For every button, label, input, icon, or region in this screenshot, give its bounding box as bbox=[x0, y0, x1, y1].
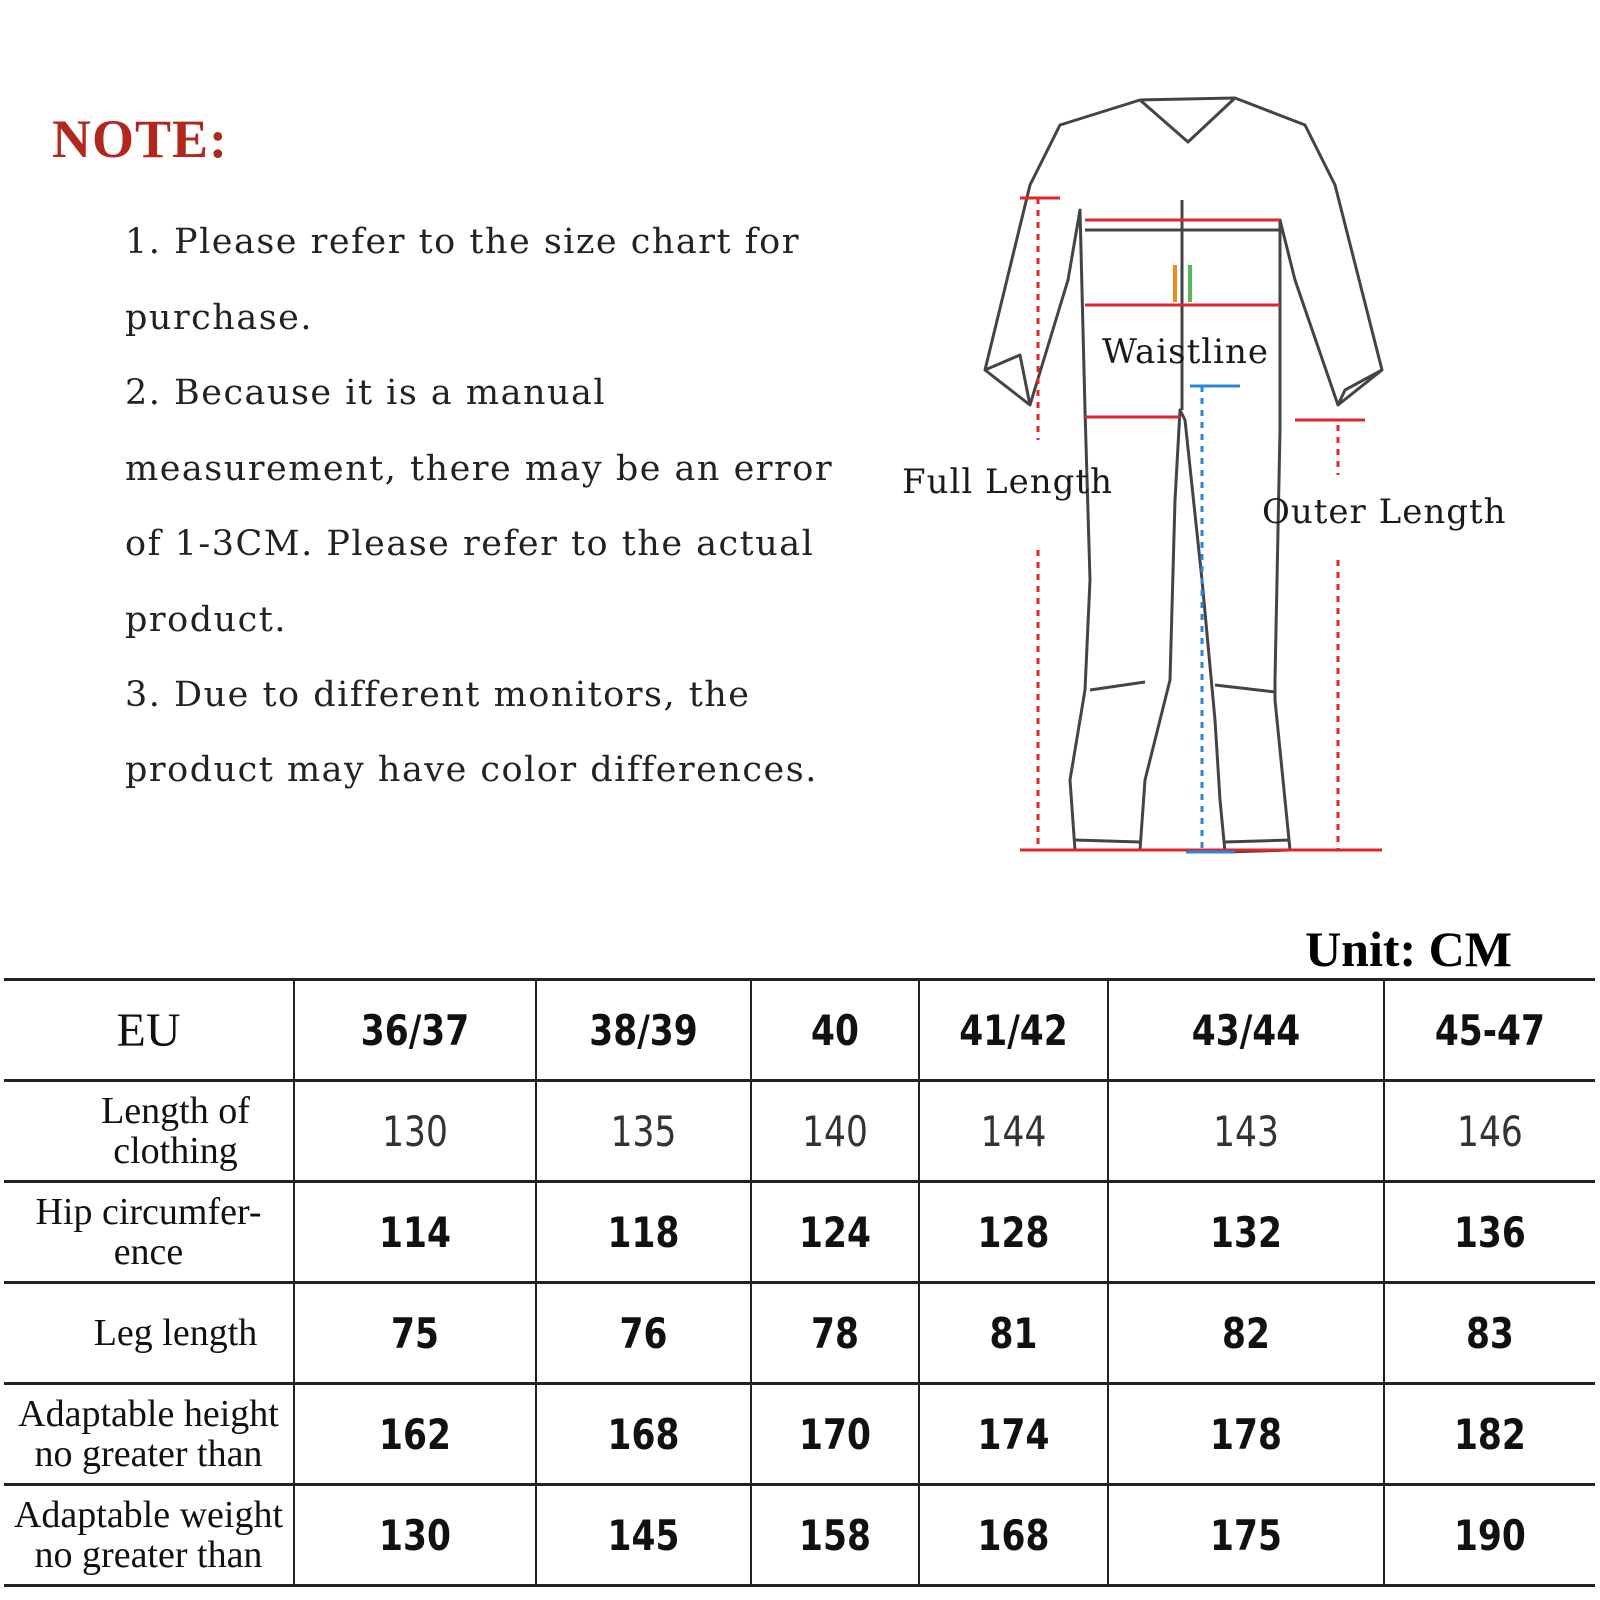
table-cell: 170 bbox=[766, 1384, 904, 1485]
row-label bbox=[4, 1283, 294, 1384]
table-cell: 145 bbox=[555, 1485, 731, 1586]
note-line-6: product. bbox=[125, 600, 287, 640]
note-line-2: purchase. bbox=[125, 298, 313, 338]
table-cell: 168 bbox=[555, 1384, 731, 1485]
size-header: 43/44 bbox=[1133, 980, 1359, 1081]
row-label-line: ence bbox=[113, 1231, 184, 1273]
row-label-line: no greater than bbox=[34, 1433, 263, 1475]
row-label bbox=[4, 1081, 294, 1182]
table-cell: 78 bbox=[766, 1283, 904, 1384]
table-cell: 174 bbox=[936, 1384, 1091, 1485]
size-header: 36/37 bbox=[316, 980, 514, 1081]
table-cell: 143 bbox=[1133, 1081, 1359, 1182]
table-cell: 124 bbox=[766, 1182, 904, 1283]
note-line-4: measurement, there may be an error bbox=[125, 449, 834, 489]
size-header: 41/42 bbox=[936, 980, 1091, 1081]
table-cell: 182 bbox=[1403, 1384, 1576, 1485]
note-line-1: 1. Please refer to the size chart for bbox=[125, 222, 800, 262]
table-cell: 132 bbox=[1133, 1182, 1359, 1283]
table-row bbox=[4, 1283, 1595, 1384]
table-cell: 140 bbox=[766, 1081, 904, 1182]
row-label-line: no greater than bbox=[34, 1534, 263, 1576]
table-cell: 136 bbox=[1403, 1182, 1576, 1283]
table-header-row bbox=[4, 980, 1595, 1081]
row-label-line: Adaptable weight bbox=[13, 1494, 284, 1536]
size-chart-table bbox=[4, 978, 1595, 1587]
table-cell: 175 bbox=[1133, 1485, 1359, 1586]
note-line-5: of 1-3CM. Please refer to the actual bbox=[125, 524, 815, 564]
eu-header: EU bbox=[4, 980, 294, 1081]
table-cell: 144 bbox=[936, 1081, 1091, 1182]
row-label bbox=[4, 1182, 294, 1283]
table-cell: 190 bbox=[1403, 1485, 1576, 1586]
table-cell: 128 bbox=[936, 1182, 1091, 1283]
table-cell: 146 bbox=[1403, 1081, 1576, 1182]
table-row bbox=[4, 1485, 1595, 1586]
table-cell: 162 bbox=[316, 1384, 514, 1485]
note-line-7: 3. Due to different monitors, the bbox=[125, 675, 751, 715]
row-label bbox=[4, 1485, 294, 1586]
size-header: 38/39 bbox=[555, 980, 731, 1081]
table-cell: 130 bbox=[316, 1485, 514, 1586]
row-label-line: Leg length bbox=[93, 1312, 258, 1354]
note-title: NOTE: bbox=[52, 109, 229, 169]
note-line-3: 2. Because it is a manual bbox=[125, 373, 607, 413]
size-header: 40 bbox=[766, 980, 904, 1081]
table-cell: 178 bbox=[1133, 1384, 1359, 1485]
note-line-8: product may have color differences. bbox=[125, 750, 818, 790]
waistline-label: Waistline bbox=[1102, 332, 1270, 372]
table-cell: 158 bbox=[766, 1485, 904, 1586]
full-length-label: Full Length bbox=[902, 462, 1113, 502]
table-cell: 135 bbox=[555, 1081, 731, 1182]
table-cell: 168 bbox=[936, 1485, 1091, 1586]
table-cell: 130 bbox=[316, 1081, 514, 1182]
unit-label: Unit: CM bbox=[1305, 921, 1512, 977]
inner-length-line bbox=[1186, 386, 1240, 852]
table-cell: 81 bbox=[936, 1283, 1091, 1384]
outer-length-label: Outer Length bbox=[1262, 492, 1507, 532]
table-cell: 83 bbox=[1403, 1283, 1576, 1384]
table-cell: 118 bbox=[555, 1182, 731, 1283]
table-cell: 114 bbox=[316, 1182, 514, 1283]
row-label-line: clothing bbox=[113, 1130, 238, 1172]
size-header: 45-47 bbox=[1403, 980, 1576, 1081]
row-label-line: Adaptable height bbox=[18, 1393, 279, 1435]
table-row bbox=[4, 1384, 1595, 1485]
table-row bbox=[4, 1081, 1595, 1182]
row-label bbox=[4, 1384, 294, 1485]
table-cell: 82 bbox=[1133, 1283, 1359, 1384]
row-label-line: Hip circumfer- bbox=[35, 1191, 262, 1233]
wader-size-diagram bbox=[890, 80, 1550, 900]
table-cell: 76 bbox=[555, 1283, 731, 1384]
row-label-line: Length of bbox=[101, 1090, 250, 1132]
table-cell: 75 bbox=[316, 1283, 514, 1384]
table-row bbox=[4, 1182, 1595, 1283]
